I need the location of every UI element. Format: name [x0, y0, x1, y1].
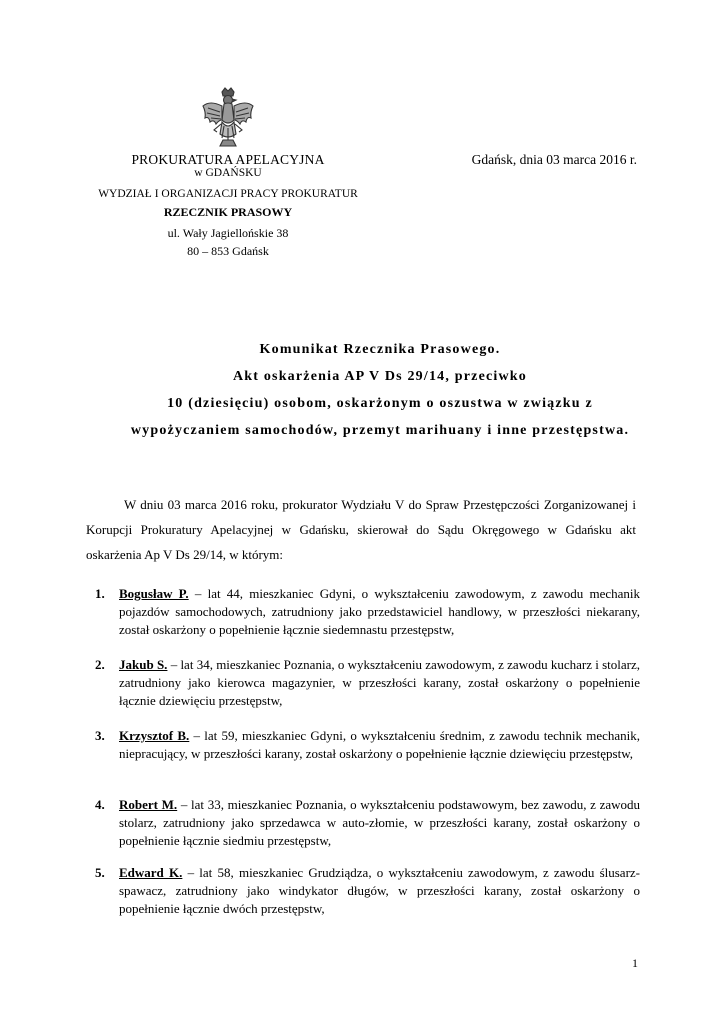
defendant-name: Bogusław P. [119, 586, 189, 601]
title-line-4: wypożyczaniem samochodów, przemyt marihuany i inne przestępstwa. [130, 423, 630, 438]
intro-paragraph: W dniu 03 marca 2016 roku, prokurator Wydziału V do Spraw Przestępczości Zorganizowanej i Korupcji Prokuratury Apelacyjnej w Gdańsku, skierował do Sądu Okręgowego w Gdańsku akt oskarżenia Ap V Ds 29/14, w którym: [86, 497, 636, 562]
address-postal: 80 – 853 Gdańsk [187, 244, 269, 258]
defendant-description: – lat 33, mieszkaniec Poznania, o wykształceniu podstawowym, bez zawodu, z zawodu stolarz, zatrudniony jako sprzedawca w auto-złomie, w przeszłości karany, został oskarżony o popełnienie łącznie siedmiu przestępstw, [119, 797, 640, 848]
defendant-description: – lat 59, mieszkaniec Gdyni, o wykształceniu średnim, z zawodu technik mechanik, niepracujący, w przeszłości karany, został oskarżony o popełnienie łącznie dziewięciu przestępstw, [119, 728, 641, 761]
defendant-description: – lat 34, mieszkaniec Poznania, o wykształceniu zawodowym, z zawodu kucharz i stolarz, zatrudniony jako kierowca magazynier, w przeszłości karany, został oskarżony o popełnienie łącznie dziewięciu przestępstw, [119, 657, 640, 708]
list-item-number: 3. [95, 728, 105, 743]
document-date: Gdańsk, dnia 03 marca 2016 r. [471, 152, 637, 167]
defendant-name: Robert M. [119, 797, 178, 812]
institution-name: PROKURATURA APELACYJNA [131, 152, 325, 167]
list-item [86, 656, 640, 710]
list-item-number: 2. [95, 657, 105, 672]
list-item-number: 5. [95, 865, 105, 880]
polish-eagle-emblem-icon [200, 86, 256, 150]
list-item [86, 727, 640, 763]
page-number: 1 [632, 956, 638, 970]
title-line-1: Komunikat Rzecznika Prasowego. [259, 342, 501, 357]
address-street: ul. Wały Jagiellońskie 38 [167, 226, 289, 240]
title-line-2: Akt oskarżenia AP V Ds 29/14, przeciwko [232, 369, 527, 384]
defendant-name: Edward K. [119, 865, 183, 880]
list-item [86, 585, 640, 639]
title-line-3: 10 (dziesięciu) osobom, oskarżonym o oszustwa w związku z [167, 396, 593, 411]
defendant-description: – lat 44, mieszkaniec Gdyni, o wykształceniu zawodowym, z zawodu mechanik pojazdów samochodowych, zatrudniony jako przedstawiciel handlowy, w przeszłości niekarany, został oskarżony o popełnienie łącznie siedemnastu przestępstw, [119, 586, 640, 637]
list-item-number: 1. [95, 586, 105, 601]
list-item [86, 864, 640, 918]
defendant-description: – lat 58, mieszkaniec Grudziądza, o wykształceniu zawodowym, z zawodu ślusarz-spawacz, zatrudniony jako windykator długów, w przeszłości karany, został oskarżony o popełnienie łącznie dwóch przestępstw, [119, 865, 640, 916]
department-name: WYDZIAŁ I ORGANIZACJI PRACY PROKURATUR [98, 188, 358, 200]
institution-city: w GDAŃSKU [194, 167, 262, 179]
list-item [86, 796, 640, 850]
defendant-name: Jakub S. [119, 657, 168, 672]
spokesperson-role: RZECZNIK PRASOWY [163, 205, 293, 219]
list-item-number: 4. [95, 797, 105, 812]
defendant-name: Krzysztof B. [119, 728, 190, 743]
